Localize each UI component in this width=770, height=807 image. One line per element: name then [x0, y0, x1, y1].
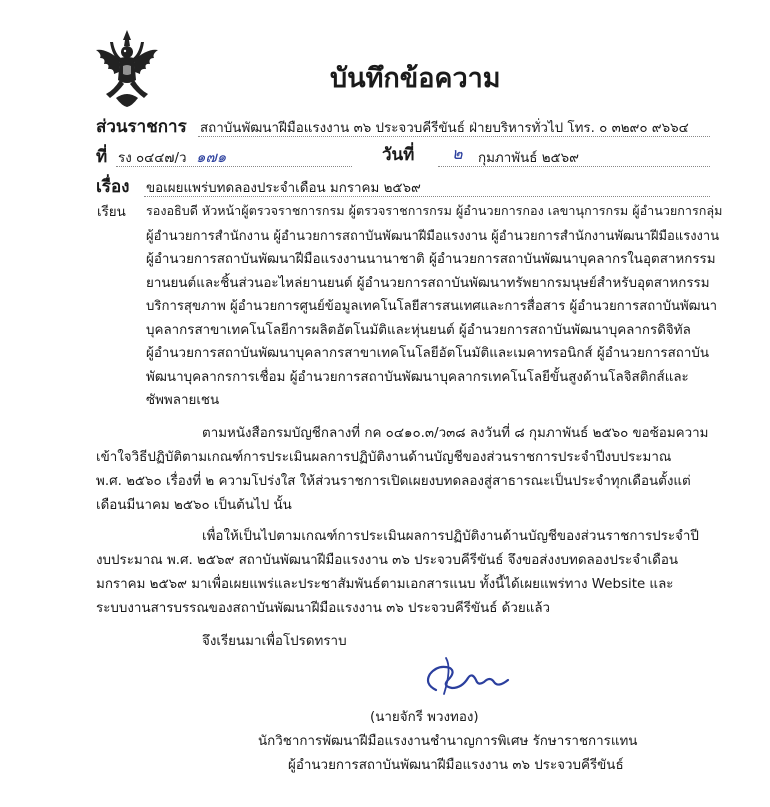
to-line: ยานยนต์และชิ้นส่วนอะไหล่ยานยนต์ ผู้อำนวยการสถาบันพัฒนาทรัพยากรมนุษย์สำหรับอุตสาหกรรม — [146, 276, 710, 291]
ref-rule — [116, 166, 352, 167]
to-line: บริการสุขภาพ ผู้อำนวยการศูนย์ข้อมูลเทคโนโลยีสารสนเทศและการสื่อสาร ผู้อำนวยการสถาบันพัฒนา — [146, 299, 718, 314]
signer-position-line-2: ผู้อำนวยการสถาบันพัฒนาฝีมือแรงงาน ๓๖ ประจวบคีรีขันธ์ — [288, 758, 624, 773]
ref-handwritten-number: ๑๗๑ — [196, 148, 227, 166]
to-line: บุคลากรสาขาเทคโนโลยีการผลิตอัตโนมัติและหุ่นยนต์ ผู้อำนวยการสถาบันพัฒนาบุคลากรดิจิทัล — [146, 323, 691, 338]
signer-name: (นายจักรี พวงทอง) — [370, 710, 479, 725]
signature-icon — [416, 654, 516, 702]
to-label: เรียน — [97, 205, 126, 220]
subject-value: ขอเผยแพร่บทดลองประจำเดือน มกราคม ๒๕๖๙ — [146, 181, 421, 196]
dept-label: ส่วนราชการ — [96, 117, 187, 137]
paragraph-line: ตามหนังสือกรมบัญชีกลางที่ กค ๐๔๑๐.๓/ว๓๘ ลงวันที่ ๘ กุมภาพันธ์ ๒๕๖๐ ขอซ้อมความ — [202, 426, 709, 441]
to-line: ผู้อำนวยการสำนักงาน ผู้อำนวยการสถาบันพัฒนาฝีมือแรงงาน ผู้อำนวยการสำนักงานพัฒนาฝีมือแรงงาน — [146, 229, 720, 244]
date-day-handwritten: ๒ — [452, 144, 463, 163]
paragraph-line: พ.ศ. ๒๕๖๐ เรื่องที่ ๒ ความโปร่งใส ให้ส่วนราชการเปิดเผยงบทดลองสู่สาธารณะเป็นประจำทุกเดือนตั้งแต่ — [96, 474, 691, 489]
to-line: ผู้อำนวยการสถาบันพัฒนาบุคลากรสาขาเทคโนโลยีอัตโนมัติและเมคาทรอนิกส์ ผู้อำนวยการสถาบัน — [146, 346, 710, 361]
paragraph-line: เข้าใจวิธีปฏิบัติตามเกณฑ์การประเมินผลการปฏิบัติงานด้านบัญชีของส่วนราชการประจำปีงบประมาณ — [96, 450, 672, 465]
garuda-emblem-icon — [92, 28, 162, 108]
paragraph-line: เดือนมีนาคม ๒๕๖๐ เป็นต้นไป นั้น — [96, 498, 292, 513]
to-line: ซัพพลายเชน — [146, 393, 220, 408]
paragraph-line: เพื่อให้เป็นไปตามเกณฑ์การประเมินผลการปฏิบัติงานด้านบัญชีของส่วนราชการประจำปี — [202, 529, 699, 544]
to-line: พัฒนาบุคลากรการเชื่อม ผู้อำนวยการสถาบันพัฒนาบุคลากรเทคโนโลยีขั้นสูงด้านโลจิสติกส์และ — [146, 370, 689, 385]
to-line: ผู้อำนวยการสถาบันพัฒนาฝีมือแรงงานนานาชาติ ผู้อำนวยการสถาบันพัฒนาบุคลากรในอุตสาหกรรม — [146, 252, 716, 267]
subject-label: เรื่อง — [96, 177, 130, 197]
paragraph-line: มกราคม ๒๕๖๙ มาเพื่อเผยแพร่และประชาสัมพันธ์ตามเอกสารแนบ ทั้งนี้ได้เผยแพร่ทาง Website และ — [96, 577, 674, 592]
closing-text: จึงเรียนมาเพื่อโปรดทราบ — [202, 634, 347, 649]
date-label: วันที่ — [382, 145, 415, 165]
dept-rule — [198, 136, 710, 137]
subject-rule — [144, 196, 710, 197]
dept-value: สถาบันพัฒนาฝีมือแรงงาน ๓๖ ประจวบคีรีขันธ์ ฝ่ายบริหารทั่วไป โทร. ๐ ๓๒๙๐ ๙๖๖๔ — [200, 121, 689, 136]
to-line: รองอธิบดี หัวหน้าผู้ตรวจราชการกรม ผู้ตรวจราชการกรม ผู้อำนวยการกอง เลขานุการกรม ผู้อำนวยการกลุ่ม — [146, 203, 723, 218]
date-rest: กุมภาพันธ์ ๒๕๖๙ — [478, 151, 579, 166]
memo-title: บันทึกข้อความ — [330, 63, 501, 94]
ref-value: รง ๐๔๔๗/ว — [118, 151, 187, 166]
signer-position-line-1: นักวิชาการพัฒนาฝีมือแรงงานชำนาญการพิเศษ รักษาราชการแทน — [258, 734, 638, 749]
paragraph-line: งบประมาณ พ.ศ. ๒๕๖๙ สถาบันพัฒนาฝีมือแรงงาน ๓๖ ประจวบคีรีขันธ์ จึงขอส่งงบทดลองประจำเดือน — [96, 553, 679, 568]
ref-label: ที่ — [96, 147, 108, 167]
paragraph-line: ระบบงานสารบรรณของสถาบันพัฒนาฝีมือแรงงาน ๓๖ ประจวบคีรีขันธ์ ด้วยแล้ว — [96, 601, 551, 616]
date-rule — [438, 166, 710, 167]
